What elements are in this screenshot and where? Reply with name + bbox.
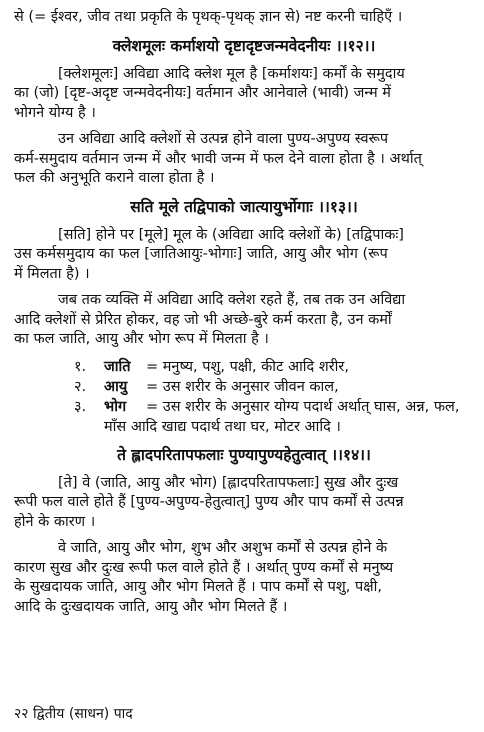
sutra-13-explanation (14, 291, 474, 350)
list-item (14, 357, 474, 377)
explanation-line: के सुखदायक जाति, आयु और भोग मिलते हैं । पाप कर्मों से पशु, पक्षी, (14, 579, 382, 595)
list-item (14, 377, 474, 397)
list-term: आयु (104, 378, 128, 395)
list-continuation: माँस आदि खाद्य पदार्थ तथा घर, मोटर आदि । (104, 418, 341, 435)
meaning-line: में मिलता है) । (14, 265, 90, 282)
meaning-line: उस कर्मसमुदाय का फल [जातिआयुः-भोगाः] जाति, आयु और भोग (रूप (14, 246, 388, 262)
explanation-line: फल की अनुभूति कराने वाला होता है । (14, 170, 215, 186)
sutra-14-meaning (14, 474, 474, 533)
sutra-12-explanation (14, 130, 474, 189)
list-number: १. (74, 358, 87, 375)
explanation-line: जब तक व्यक्ति में अविद्या आदि क्लेश रहते हैं, तब तक उन अविद्या (58, 292, 406, 308)
list-definition: = मनुष्य, पशु, पक्षी, कीट आदि शरीर, (146, 358, 349, 375)
list-definition: = उस शरीर के अनुसार जीवन काल, (146, 378, 339, 395)
list-term: जाति (104, 358, 131, 375)
meaning-line: [ते] वे (जाति, आयु और भोग) [ह्लादपरितापफलाः] सुख और दुःख (58, 474, 399, 491)
meaning-line: भोगने योग्य है । (14, 104, 96, 121)
list-item (14, 397, 474, 417)
explanation-line: आदि के दुःखदायक जाति, आयु और भोग मिलते हैं । (14, 598, 288, 615)
sutra-14-heading: ते ह्लादपरितापफलाः पुण्यापुण्यहेतुत्वात् ।।१४।। (117, 445, 371, 464)
continuation-line: से (= ईश्वर, जीव तथा प्रकृति के पृथक्-पृथक् ज्ञान से) नष्ट करनी चाहिएँ । (14, 9, 403, 25)
sutra-13-meaning (14, 226, 474, 285)
definition-list (14, 357, 474, 437)
sutra-13-heading: सति मूले तद्विपाको जात्यायुर्भोगाः ।।१३।। (130, 197, 358, 216)
explanation-line: का फल जाति, आयु और भोग रूप में मिलता है । (14, 331, 269, 347)
sutra-14-explanation (14, 539, 474, 617)
page-footer: २२ द्वितीय (साधन) पाद (14, 706, 133, 722)
list-definition: = उस शरीर के अनुसार योग्य पदार्थ अर्थात् घास, अन्न, फल, (146, 398, 460, 415)
explanation-line: कर्म-समुदाय वर्तमान जन्म में और भावी जन्म में फल देने वाला होता है । अर्थात् (14, 150, 422, 167)
list-term: भोग (104, 398, 127, 415)
list-number: २. (74, 378, 87, 395)
sutra-12-heading: क्लेशमूलः कर्माशयो दृष्टादृष्टजन्मवेदनीयः ।।१२।। (112, 36, 376, 55)
meaning-line: का (जो) [दृष्ट-अदृष्ट जन्मवेदनीयः] वर्तमान और आनेवाले (भावी) जन्म में (14, 85, 391, 101)
sutra-12-meaning (14, 65, 474, 124)
explanation-line: कारण सुख और दुःख रूपी फल वाले होते हैं । अर्थात् पुण्य कर्मों से मनुष्य (14, 559, 394, 576)
explanation-line: वे जाति, आयु और भोग, शुभ और अशुभ कर्मों से उत्पन्न होने के (58, 540, 388, 556)
list-number: ३. (74, 398, 87, 415)
explanation-line: उन अविद्या आदि क्लेशों से उत्पन्न होने वाला पुण्य-अपुण्य स्वरूप (58, 131, 389, 147)
meaning-line: रूपी फल वाले होते हैं [पुण्य-अपुण्य-हेतुत्वात्] पुण्य और पाप कर्मों से उत्पन्न (14, 494, 404, 510)
explanation-line: आदि क्लेशों से प्रेरित होकर, वह जो भी अच्छे-बुरे कर्म करता है, उन कर्मों (14, 311, 392, 328)
meaning-line: [क्लेशमूलः] अविद्या आदि क्लेश मूल है [कर्माशयः] कर्मों के समुदाय (58, 65, 405, 82)
meaning-line: होने के कारण । (14, 513, 96, 530)
meaning-line: [सति] होने पर [मूले] मूल के (अविद्या आदि क्लेशों के) [तद्विपाकः] (58, 226, 404, 243)
